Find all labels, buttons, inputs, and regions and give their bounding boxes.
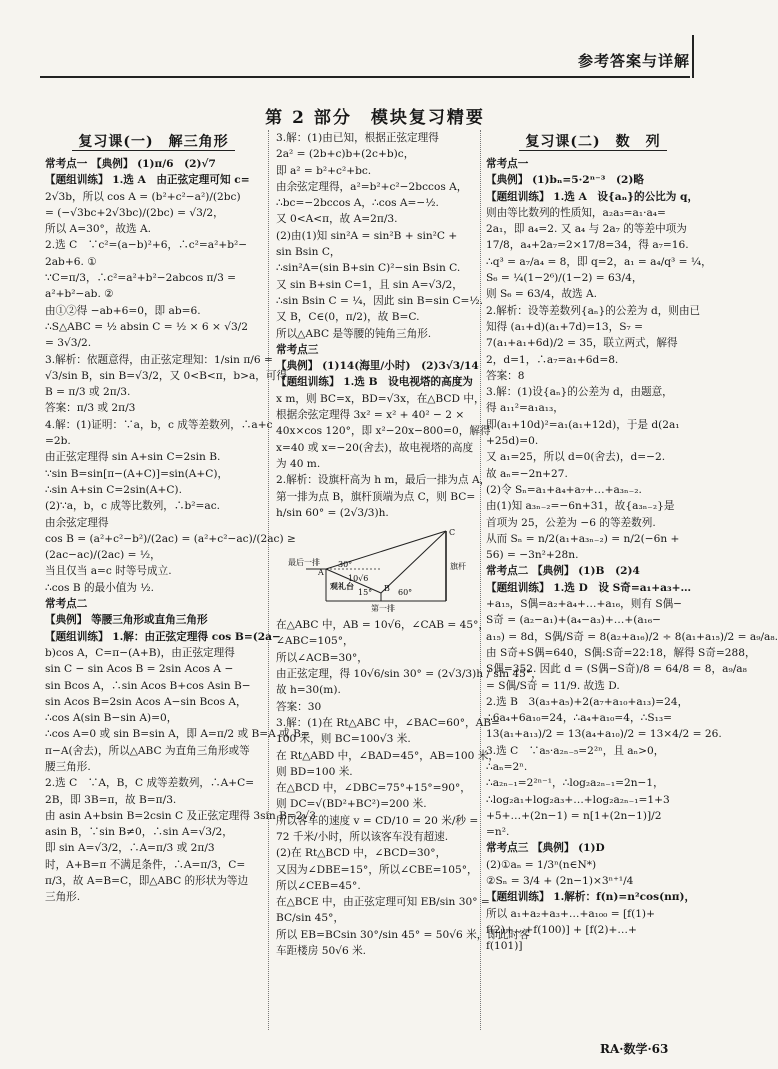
label-last-row: 最后一排 — [288, 558, 320, 568]
col1-line: ∴cos A(sin B−sin A)=0， — [45, 712, 178, 725]
col2-line: 100 米，则 BC=100√3 米. — [276, 733, 411, 746]
col3-line: 常考点二 【典例】 (1)B (2)4 — [486, 565, 640, 578]
col3-line: ∴q³ = a₇/a₄ = 8，即 q=2，a₁ = a₄/q³ = ¼， — [486, 255, 712, 268]
col1-line: asin B，∵sin B≠0，∴sin A=√3/2， — [45, 826, 233, 839]
col2-line: 为 40 m. — [276, 457, 321, 470]
col3-line: (2)令 Sₙ=a₁+a₄+a₇+…+a₃ₙ₋₂. — [486, 483, 642, 496]
col3-line: 得 a₁₁²=a₁a₁₃， — [486, 402, 564, 415]
col2-line: 又因为∠DBE=15°，所以∠CBE=105°， — [276, 863, 478, 876]
col2-line: 则 BD=100 米. — [276, 765, 353, 778]
col1-line: 【题组训练】 1.选 A 由正弦定理可知 c= — [45, 174, 250, 187]
col1-line: 4.解：(1)证明：∵a，b，c 成等差数列，∴a+c — [45, 418, 273, 431]
col3-line: 3.解：(1)设{aₙ}的公差为 d，由题意， — [486, 386, 673, 399]
col1-line: 2ab+6. ① — [45, 255, 97, 268]
col3-line: ∴a₂ₙ₋₁=2²ⁿ⁻¹，∴log₂a₂ₙ₋₁=2n−1， — [486, 777, 664, 790]
col1-line: = (−√3bc+2√3bc)/(2bc) = √3/2， — [45, 206, 224, 219]
col3-line: 从而 Sₙ = n/2(a₁+a₃ₙ₋₂) = n/2(−6n + — [486, 532, 680, 545]
col1-line: ∴cos A=0 或 sin B=sin A，即 A=π/2 或 B=A 或 B= — [45, 728, 310, 741]
header-rule — [40, 76, 690, 78]
col3-line: (2)①aₙ = 1/3ⁿ(n∈N*) — [486, 858, 597, 871]
col3-line: 【典例】 (1)bₙ=5·2ⁿ⁻³ (2)略 — [486, 174, 644, 187]
col3-line: ∴6a₄+6a₁₀=24，∴a₄+a₁₀=4，∴S₁₃= — [486, 712, 672, 725]
col1-line: 由正弦定理得 sin A+sin C=2sin B. — [45, 451, 221, 464]
col3-line: 即(a₁+10d)²=a₁(a₁+12d)，于是 d(2a₁ — [486, 418, 680, 431]
col1-line: = 3√3/2. — [45, 337, 92, 350]
label-pole: 旗杆 — [450, 562, 466, 572]
col3-line: +25d)=0. — [486, 435, 539, 448]
col1-line: 三角形. — [45, 891, 81, 904]
col1-line: 3.解析：依题意得，由正弦定理知：1/sin π/6 = — [45, 353, 273, 366]
col2-line: 又 B，C∈(0，π/2)，故 B=C. — [276, 311, 420, 324]
col2-line: 72 千米/小时，所以该客车没有超速. — [276, 830, 449, 843]
col1-line: (2ac−ac)/(2ac) = ½， — [45, 549, 161, 562]
col1-line: √3/sin B，sin B=√3/2，又 0<B<π，b>a，可得 — [45, 369, 288, 382]
angle-30: 30° — [338, 560, 353, 570]
col3-line: 常考点一 — [486, 158, 529, 170]
col3-line: 由(1)知 a₃ₙ₋₂=−6n+31，故{a₃ₙ₋₂}是 — [486, 500, 675, 513]
col3-line: +5+…+(2n−1) = n[1+(2n−1)]/2 — [486, 809, 662, 822]
col2-line: ∴sin²A=(sin B+sin C)²−sin Bsin C. — [276, 262, 461, 275]
col3-line: 56) = −3n²+28n. — [486, 549, 579, 562]
col2-line: 3.解：(1)由已知，根据正弦定理得 — [276, 132, 439, 144]
col1-line: ∴cos B 的最小值为 ½. — [45, 581, 154, 594]
col1-line: ∵C=π/3，∴c²=a²+b²−2abcos π/3 = — [45, 272, 237, 285]
col2-line: ∠ABC=105°， — [276, 635, 354, 648]
col2-line: 【典例】 (1)14(海里/小时) (2)3√3/14 — [276, 360, 479, 373]
label-first-row: 第一排 — [371, 604, 395, 614]
col3-line: 答案：8 — [486, 369, 525, 382]
col2-line: 车距楼房 50√6 米. — [276, 945, 367, 958]
col2-line: 2.解析：设旗杆高为 h m，最后一排为点 A， — [276, 474, 491, 487]
col2-line: 所以△ABC 是等腰的钝角三角形. — [276, 327, 432, 340]
col1-line: =2b. — [45, 435, 71, 448]
col2-line: 又 0<A<π，故 A=2π/3. — [276, 213, 398, 226]
col1-line: 时，A+B=π 不满足条件，∴A=π/3，C= — [45, 858, 246, 871]
col2-line: 在△ABC 中，AB = 10√6，∠CAB = 45°， — [276, 619, 490, 632]
column-3-text — [486, 156, 778, 955]
col1-line: 所以 A=30°，故选 A. — [45, 223, 152, 236]
col2-line: 由正弦定理，得 10√6/sin 30° = (2√3/3)h / sin 45°， — [276, 668, 542, 681]
col1-line: 2.选 C ∵A，B，C 成等差数列，∴A+C= — [45, 777, 255, 790]
col1-line: 【典例】 等腰三角形或直角三角形 — [45, 614, 208, 627]
angle-15: 15° — [358, 588, 373, 598]
col3-line: 故 aₙ=−2n+27. — [486, 467, 568, 480]
col1-line: 腰三角形. — [45, 760, 91, 773]
col2-line: 在△BCD 中，∠DBC=75°+15°=90°， — [276, 782, 471, 795]
col1-line: ∴sin A+sin C=2sin(A+C). — [45, 483, 182, 496]
col3-line: S偶=352. 因此 d = (S偶−S奇)/8 = 64/8 = 8，a₉/a₈ — [486, 663, 747, 676]
col3-line: 2.解析：设等差数列{aₙ}的公差为 d，则由已 — [486, 304, 701, 317]
col3-line: ∴log₂a₁+log₂a₃+…+log₂a₂ₙ₋₁=1+3 — [486, 793, 670, 806]
col1-line: 常考点一 【典例】 (1)π/6 (2)√7 — [45, 158, 216, 170]
col3-line: 由 S奇+S偶=640，S偶:S奇=22:18，解得 S奇=288， — [486, 646, 756, 659]
col3-line: 2.选 B 3(a₃+a₅)+2(a₇+a₁₀+a₁₃)=24， — [486, 695, 689, 708]
col1-line: 由①②得 −ab+6=0，即 ab=6. — [45, 304, 201, 317]
col3-line: 2，d=1，∴a₇=a₁+6d=8. — [486, 353, 619, 366]
col3-line: 所以 a₁+a₂+a₃+…+a₁₀₀ = [f(1)+ — [486, 907, 655, 920]
col1-line: ∴S△ABC = ½ absin C = ½ × 6 × √3/2 — [45, 320, 248, 333]
col3-line: +a₁₅，S偶=a₂+a₄+…+a₁₆，则有 S偶− — [486, 598, 683, 611]
angle-60: 60° — [398, 588, 413, 598]
label-ab: 10√6 — [348, 574, 369, 584]
col2-line: 2a² = (2b+c)b+(2c+b)c， — [276, 148, 415, 161]
col3-line: f(2)+…+f(100)] + [f(2)+…+ — [486, 923, 637, 936]
col1-line: 由 asin A+bsin B=2csin C 及正弦定理得 3sin B=2√3 — [45, 809, 317, 822]
col2-line: x m，则 BC=x，BD=√3x，在△BCD 中， — [276, 392, 485, 405]
col3-line: 常考点三 【典例】 (1)D — [486, 842, 605, 855]
col2-line: 所以 EB=BCsin 30°/sin 45° = 50√6 米，即此时客 — [276, 928, 530, 941]
col3-line: 知得 (a₁+d)(a₁+7d)=13，S₇ = — [486, 320, 643, 333]
col2-line: BC/sin 45°， — [276, 912, 345, 925]
col1-line: 【题组训练】 1.解：由正弦定理得 cos B=(2a− — [45, 630, 281, 643]
col2-line: 第一排为点 B，旗杆顶端为点 C，则 BC= — [276, 490, 476, 503]
col1-line: 2.选 C ∵c²=(a−b)²+6，∴c²=a²+b²− — [45, 239, 248, 252]
col2-line: x=40 或 x=−20(舍去)，故电视塔的高度 — [276, 441, 474, 454]
col3-line: 【题组训练】 1.选 A 设{aₙ}的公比为 q， — [486, 190, 699, 203]
col2-line: 由余弦定理得，a²=b²+c²−2bccos A， — [276, 180, 468, 193]
main-title: 第 2 部分 模块复习精要 — [265, 108, 485, 128]
section-heading-review-2: 复习课(二) 数 列 — [486, 130, 700, 154]
col3-line: = S偶/S奇 = 11/9. 故选 D. — [486, 679, 620, 692]
col1-line: a²+b²−ab. ② — [45, 288, 114, 301]
col2-line: 即 a² = b²+c²+bc. — [276, 164, 372, 177]
col3-line: 【题组训练】 1.解析：f(n)=n²cos(nπ)， — [486, 891, 696, 904]
col1-line: ∵sin B=sin[π−(A+C)]=sin(A+C)， — [45, 467, 229, 480]
col3-line: 13(a₁+a₁₃)/2 = 13(a₄+a₁₀)/2 = 13×4/2 = 26. — [486, 728, 722, 741]
flagpole-diagram — [286, 525, 466, 613]
col3-line: S₆ = ¼(1−2⁶)/(1−2) = 63/4， — [486, 272, 643, 285]
col2-line: 答案：30 — [276, 700, 322, 713]
col1-line: 由余弦定理得 — [45, 516, 109, 529]
col2-line: 根据余弦定理得 3x² = x² + 40² − 2 × — [276, 409, 465, 422]
col3-line: ②Sₙ = 3/4 + (2n−1)×3ⁿ⁺¹/4 — [486, 875, 634, 888]
col2-line: (2)在 Rt△BCD 中，∠BCD=30°， — [276, 847, 447, 860]
col3-line: f(101)] — [486, 940, 523, 953]
col3-line: 7(a₁+a₁+6d)/2 = 35，联立两式，解得 — [486, 337, 678, 350]
col2-line: 常考点三 — [276, 343, 319, 356]
col2-line: (2)由(1)知 sin²A = sin²B + sin²C + — [276, 229, 458, 242]
col2-line: 3.解：(1)在 Rt△ABC 中，∠BAC=60°，AB= — [276, 716, 500, 729]
col2-line: 所以∠CEB=45°. — [276, 879, 361, 892]
col2-line: ∴bc=−2bccos A，∴cos A=−½. — [276, 197, 439, 210]
col1-line: cos B = (a²+c²−b²)/(2ac) = (a²+c²−ac)/(2ac) ≥ — [45, 532, 296, 545]
col1-line: 2B，即 3B=π，故 B=π/3. — [45, 793, 177, 806]
page-header — [0, 0, 750, 86]
col3-line: =n². — [486, 826, 510, 839]
col2-line: 所以客车的速度 v = CD/10 = 20 米/秒 = — [276, 814, 479, 827]
line-bc — [381, 531, 446, 593]
label-stage: 观礼台 — [330, 581, 354, 592]
col2-line: 在 Rt△ABD 中，∠BAD=45°，AB=100 米， — [276, 749, 499, 762]
col1-line: sin Acos B=2sin Acos A−sin Bcos A， — [45, 695, 247, 708]
header-title: 参考答案与详解 — [577, 52, 690, 70]
col2-line: 【题组训练】 1.选 B 设电视塔的高度为 — [276, 376, 473, 389]
col3-line: 2a₁，即 a₄=2. 又 a₄ 与 2a₇ 的等差中项为 — [486, 223, 687, 236]
col1-line: π/3，故 A=B=C，即△ABC 的形状为等边 — [45, 875, 249, 888]
col1-line: sin C − sin Acos B = 2sin Acos A − — [45, 663, 234, 676]
col1-line: b)cos A，C=π−(A+B)，由正弦定理得 — [45, 646, 235, 659]
column-3 — [486, 130, 778, 1035]
col1-line: 答案：π/3 或 2π/3 — [45, 402, 136, 415]
col3-line: 首项为 25，公差为 −6 的等差数列. — [486, 516, 656, 529]
col3-line: a₁₅) = 8d，S偶/S奇 = 8(a₂+a₁₆)/2 ÷ 8(a₁+a₁₅)/2 = a₉/a₈. — [486, 630, 778, 643]
col1-line: B = π/3 或 2π/3. — [45, 386, 131, 399]
col1-line: 常考点二 — [45, 598, 88, 611]
col2-line: 则 DC=√(BD²+BC²)=200 米. — [276, 798, 427, 811]
col2-line: 又 sin B+sin C=1，且 sin A=√3/2， — [276, 278, 463, 291]
col2-line: ∴sin Bsin C = ¼，因此 sin B=sin C=½. — [276, 294, 483, 307]
col3-line: 3.选 C ∵a₅·a₂ₙ₋₅=2²ⁿ，且 aₙ>0， — [486, 744, 665, 757]
col1-line: sin Bcos A，∴sin Acos B+cos Asin B− — [45, 679, 251, 692]
col1-line: 当且仅当 a=c 时等号成立. — [45, 565, 172, 578]
point-b: B — [384, 584, 390, 594]
col2-line: h/sin 60° = (2√3/3)h. — [276, 506, 389, 519]
point-a: A — [318, 568, 324, 578]
col3-line: ∴aₙ=2ⁿ. — [486, 760, 528, 773]
header-vertical-bar — [692, 35, 694, 78]
col2-line: sin Bsin C， — [276, 246, 341, 259]
col1-line: 即 sin A=√3/2，∴A=π/3 或 2π/3 — [45, 842, 215, 855]
column-divider-1 — [268, 130, 269, 1030]
col3-line: 【题组训练】 1.选 D 设 S奇=a₁+a₃+… — [486, 581, 692, 594]
col1-line: (2)∵a，b，c 成等比数列，∴b²=ac. — [45, 500, 221, 513]
col2-line: 在△BCE 中，由正弦定理可知 EB/sin 30° = — [276, 896, 490, 909]
point-c: C — [449, 528, 456, 538]
col2-line: 故 h=30(m). — [276, 684, 341, 697]
col2-line: 40x×cos 120°，即 x²−20x−800=0，解得 — [276, 425, 491, 438]
col3-line: 则 S₆ = 63/4，故选 A. — [486, 288, 598, 301]
col3-line: 则由等比数列的性质知，a₂a₃=a₁·a₄= — [486, 206, 666, 219]
col3-line: S奇 = (a₂−a₁)+(a₄−a₃)+…+(a₁₆− — [486, 614, 662, 627]
col2-line: 所以∠ACB=30°， — [276, 651, 368, 664]
col3-line: 17/8，a₄+2a₇=2×17/8=34，得 a₇=16. — [486, 239, 689, 252]
section-heading-review-1: 复习课(一) 解三角形 — [45, 130, 262, 154]
column-divider-2 — [480, 130, 481, 1030]
col1-line: 2√3b，所以 cos A = (b²+c²−a²)/(2bc) — [45, 190, 241, 203]
col1-line: π−A(舍去)，所以△ABC 为直角三角形或等 — [45, 744, 250, 757]
page-footer: RA·数学·63 — [600, 1042, 669, 1056]
col3-line: 又 a₁=25，所以 d=0(舍去)，d=−2. — [486, 451, 666, 464]
